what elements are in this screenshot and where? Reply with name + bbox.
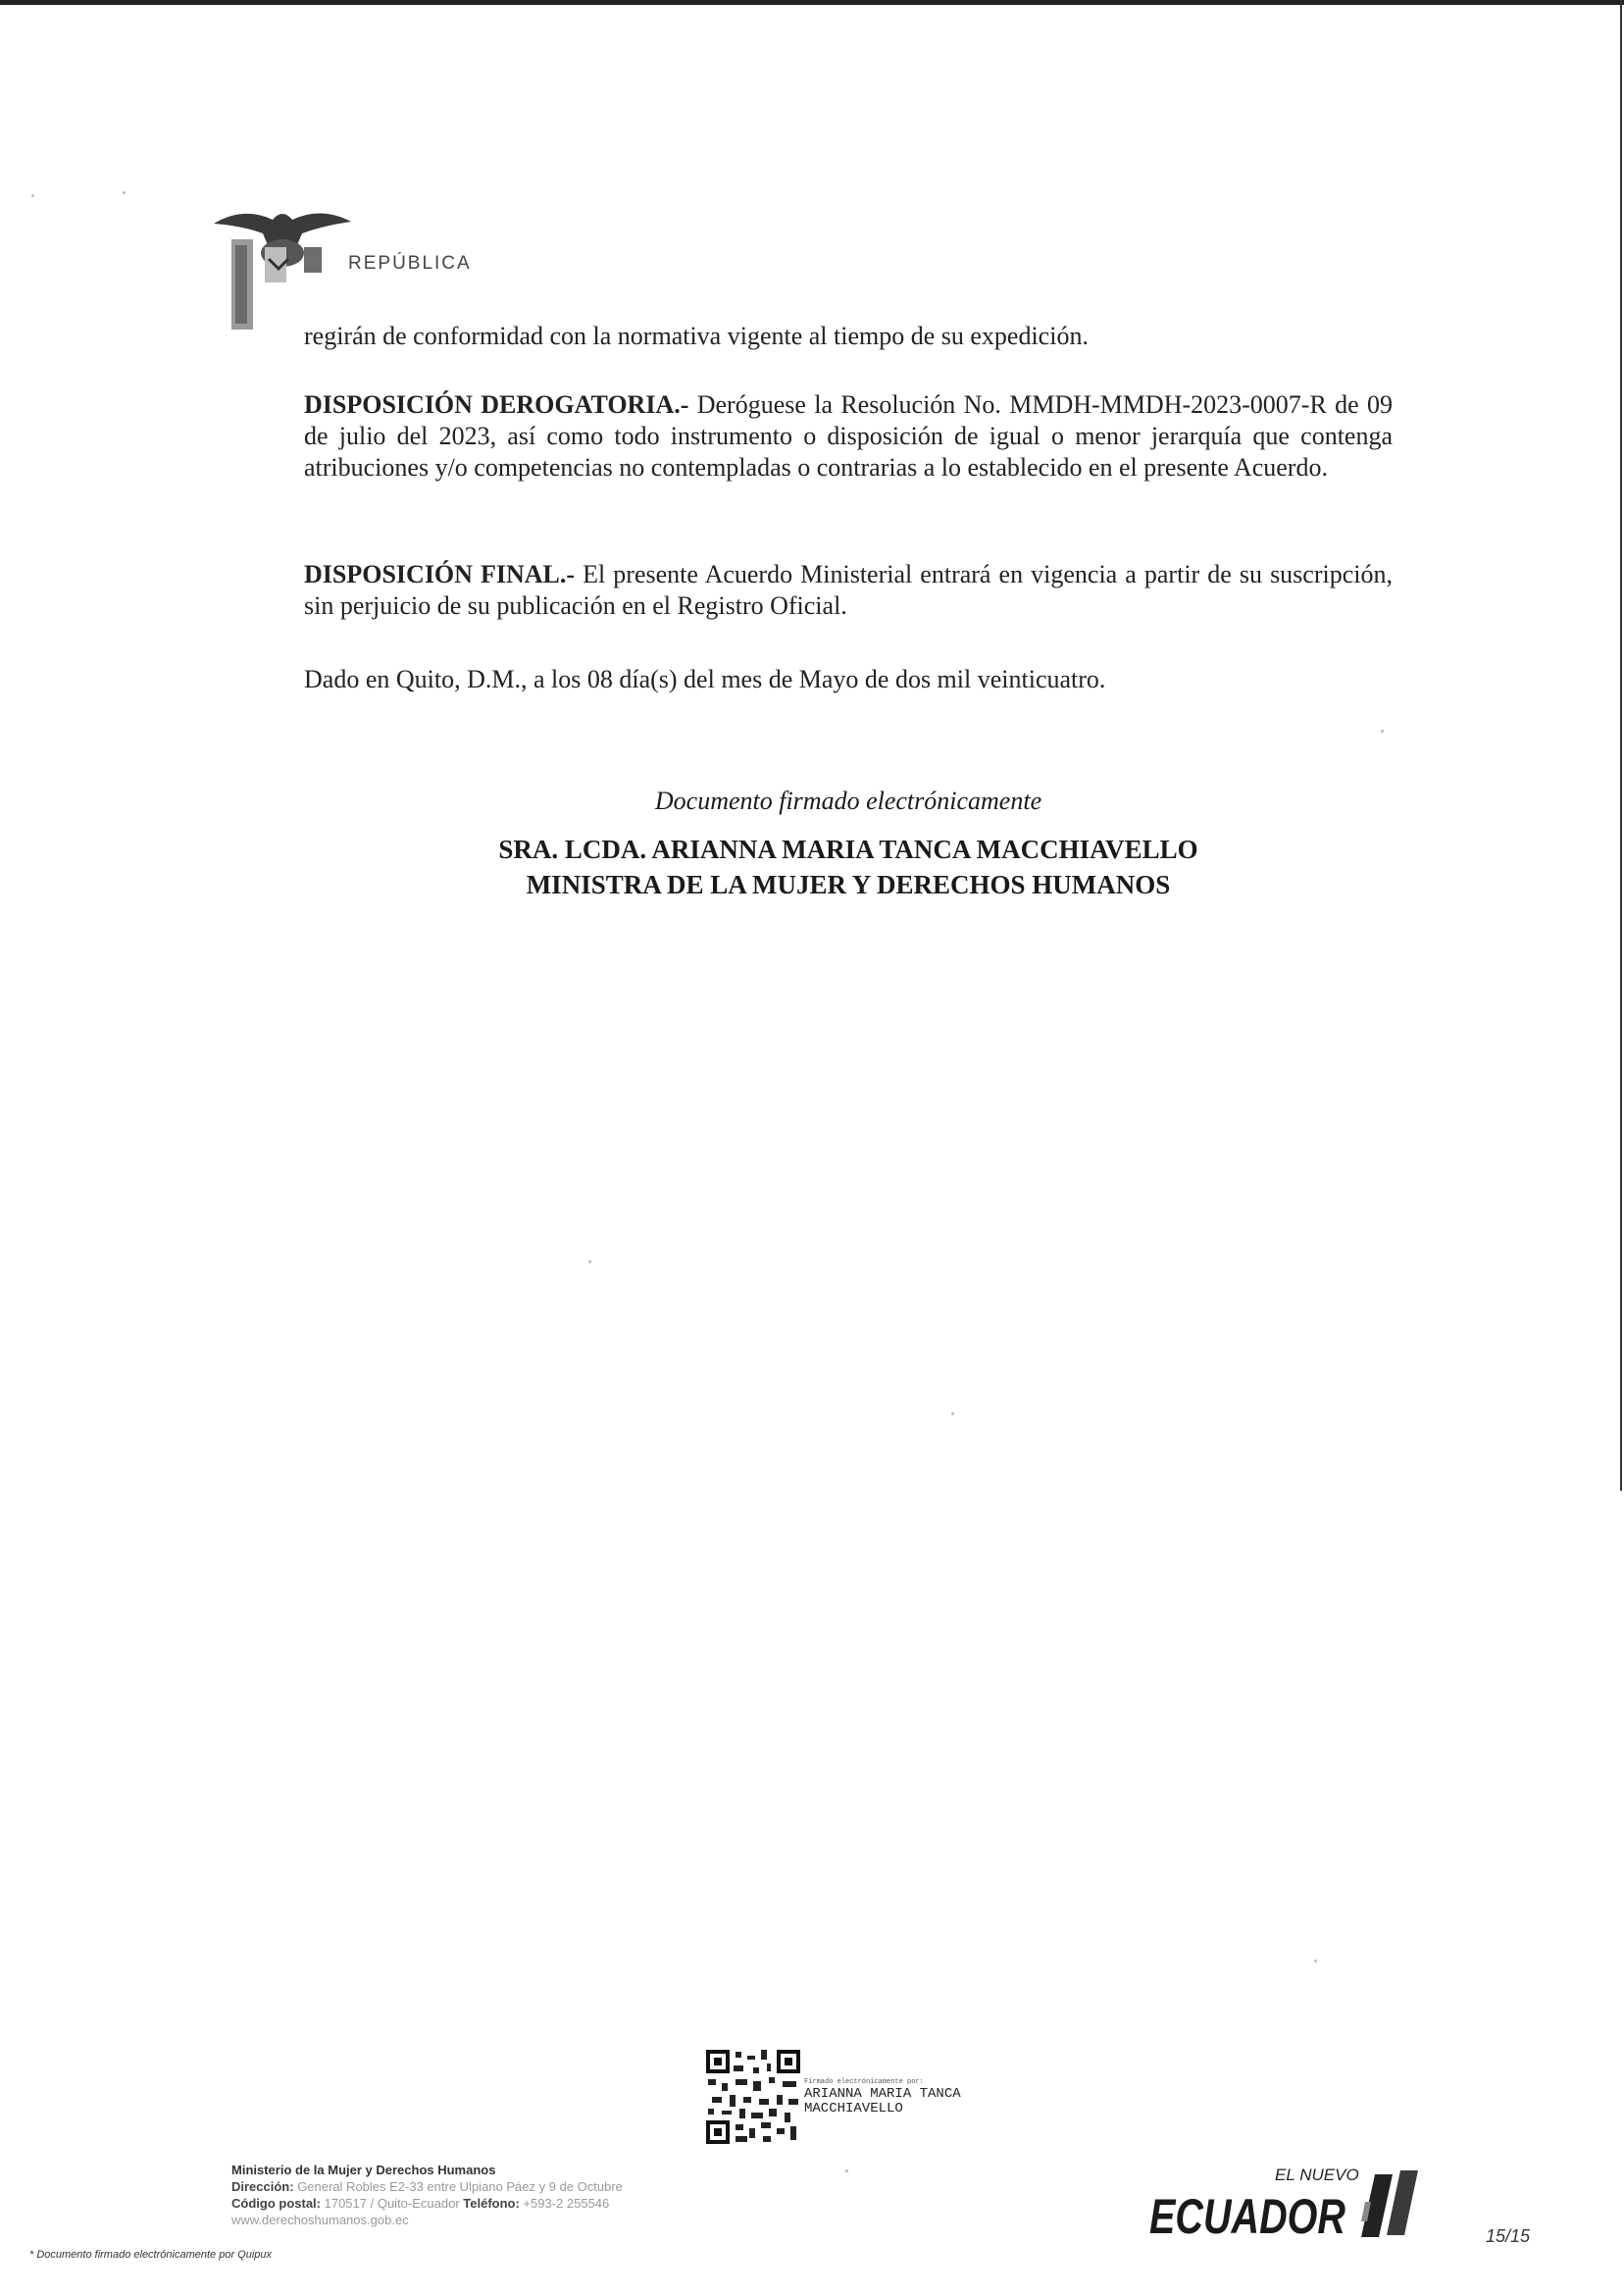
- footer-org-name: Ministerio de la Mujer y Derechos Humanos: [231, 2163, 496, 2177]
- qr-code-icon: [704, 2048, 802, 2146]
- footer-postal-label: Código postal:: [231, 2196, 321, 2211]
- footer-address-line: [231, 2178, 623, 2195]
- footer-website: www.derechoshumanos.gob.ec: [231, 2213, 409, 2227]
- paragraph-continuation: regirán de conformidad con la normativa vigente al tiempo de su expedición.: [304, 322, 1089, 350]
- stamp-label: Firmado electrónicamente por:: [804, 2078, 924, 2086]
- footer-postal: 170517 / Quito-Ecuador: [321, 2196, 464, 2211]
- scan-speck: [1314, 1960, 1317, 1963]
- stamp-name-line2: MACCHIAVELLO: [804, 2101, 903, 2116]
- footer-quipux-note: * Documento firmado electrónicamente por Quipux: [29, 2249, 273, 2261]
- scan-speck: [588, 1260, 591, 1263]
- paragraph-final: [304, 559, 1393, 622]
- stamp-signer-name: [804, 2087, 961, 2116]
- page-number: 15/15: [1486, 2226, 1531, 2246]
- footer-address-label: Dirección:: [231, 2179, 294, 2194]
- signature-note: Documento firmado electrónicamente: [654, 787, 1042, 815]
- logo-ecuador-text: ECUADOR: [1149, 2189, 1345, 2241]
- scan-speck: [951, 1412, 954, 1415]
- stamp-name-line1: ARIANNA MARIA TANCA: [804, 2086, 961, 2102]
- scan-speck: [845, 2169, 848, 2172]
- footer-phone-label: Teléfono:: [463, 2196, 520, 2211]
- page-top-border: [0, 0, 1624, 5]
- footer-organization-info: [231, 2162, 623, 2228]
- ecuador-coat-of-arms-icon: [214, 204, 351, 331]
- footer-postal-line: [231, 2195, 623, 2212]
- footer-phone: +593-2 255546: [519, 2196, 610, 2211]
- final-text: El presente Acuerdo Ministerial entrará en vigencia a partir de su suscripción, sin perjuicio de su publicación en el Registro Oficial.: [304, 560, 1393, 620]
- scan-speck: [123, 191, 126, 194]
- derogatoria-text: Deróguese la Resolución No. MMDH-MMDH-2023-0007-R de 09 de julio del 2023, así como todo instrumento o disposición de igual o menor jerarquía que contenga atribuciones y/o competencias no contempladas o contrarias a lo establecido en el presente Acuerdo.: [304, 390, 1394, 482]
- scan-speck: [31, 194, 34, 197]
- logo-el-nuevo-text: EL NUEVO: [1275, 2166, 1359, 2184]
- paragraph-derogatoria: [304, 389, 1393, 484]
- signer-name: SRA. LCDA. ARIANNA MARIA TANCA MACCHIAVELLO: [498, 835, 1198, 864]
- page-right-border: [1620, 0, 1622, 1491]
- scan-speck: [1381, 730, 1384, 733]
- el-nuevo-ecuador-logo-icon: [1147, 2163, 1471, 2241]
- footer-address: General Robles E2-33 entre Ulpiano Páez y 9 de Octubre: [293, 2179, 623, 2194]
- derogatoria-heading: DISPOSICIÓN DEROGATORIA.-: [304, 390, 689, 419]
- final-heading: DISPOSICIÓN FINAL.-: [304, 560, 576, 588]
- header-republica-word: REPÚBLICA: [348, 253, 472, 274]
- paragraph-dado-en: Dado en Quito, D.M., a los 08 día(s) del mes de Mayo de dos mil veinticuatro.: [304, 665, 1106, 693]
- signer-role: MINISTRA DE LA MUJER Y DERECHOS HUMANOS: [526, 870, 1171, 899]
